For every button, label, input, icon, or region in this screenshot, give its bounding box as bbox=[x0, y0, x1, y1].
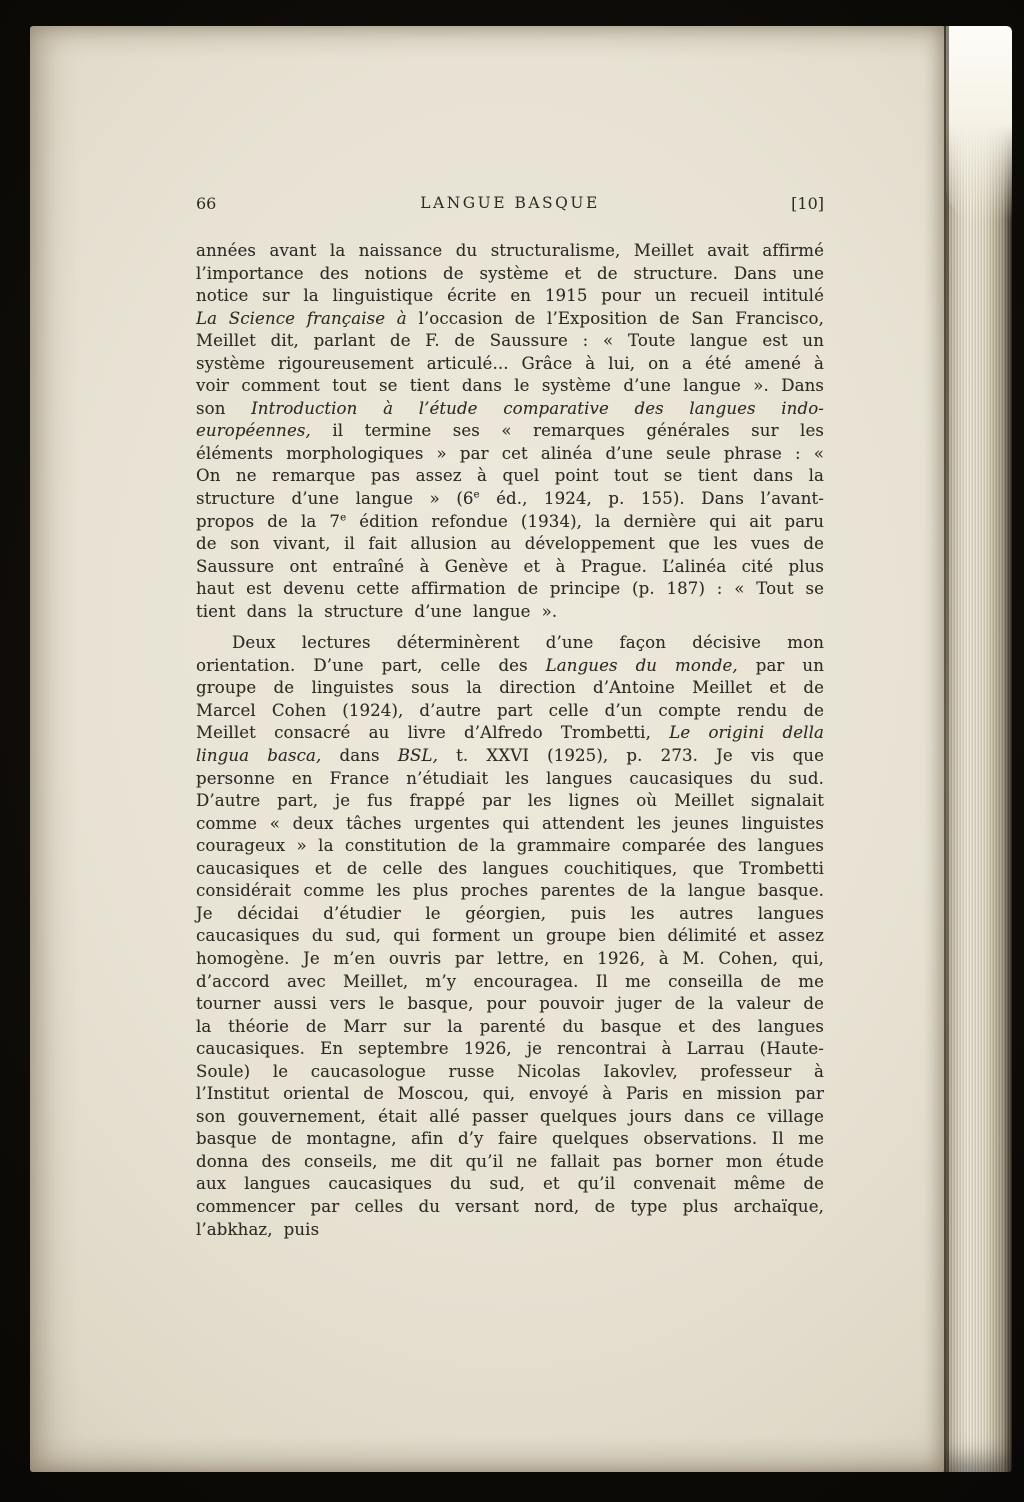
gutter-shadow bbox=[944, 26, 949, 1472]
italic-run: Le origini della lingua basca, bbox=[196, 723, 824, 766]
folio-reference: [10] bbox=[791, 194, 824, 213]
text-run: dans bbox=[321, 746, 398, 766]
text-run: Deux lectures déterminèrent d’une façon décisive mon orientation. D’une part, celle des bbox=[196, 633, 824, 675]
page-number: 66 bbox=[196, 194, 217, 213]
italic-run: BSL, bbox=[397, 746, 439, 766]
running-title: LANGUE BASQUE bbox=[420, 194, 600, 212]
text-run: édition refondue (1934), la dernière qui ait paru de son vivant, il fait allusion au développement que les vues de Saussure ont entraîné à Genève et à Prague. L’alinéa cité plus haut est devenu cette affirmation de principe (p. 187) : « Tout se tient dans la structure d’une langue ». bbox=[196, 511, 825, 621]
text-run: par un groupe de linguistes sous la direction d’Antoine Meillet et de Marcel Cohen (1924), d’autre part celle d’un compte rendu de Meillet consacré au livre d’Alfredo Trombetti, bbox=[196, 655, 824, 743]
book-page-edges bbox=[940, 26, 1012, 1472]
page-paragraphs bbox=[196, 240, 824, 1241]
book-page bbox=[30, 26, 944, 1472]
italic-run: Introduction à l’étude comparative des langues indo-européennes, bbox=[196, 398, 824, 441]
paragraph bbox=[196, 632, 824, 1241]
text-run: éd., 1924, p. 155). Dans l’avant-propos de la 7 bbox=[196, 489, 824, 531]
italic-run: Langues du monde, bbox=[545, 655, 738, 675]
italic-run: La Science française à bbox=[196, 308, 407, 328]
paragraph bbox=[196, 240, 824, 623]
text-run: années avant la naissance du structuralisme, Meillet avait affirmé l’importance des notions de système et de structure. Dans une notice sur la linguistique écrite en 1915 pour un recueil intitulé bbox=[196, 241, 824, 306]
text-run: t. XXVI (1925), p. 273. Je vis que personne en France n’étudiait les langues caucasiques du sud. D’autre part, je fus frappé par les lignes où Meillet signalait comme « deux tâches urgentes qui attendent les jeunes linguistes courageux » la constitution de la grammaire comparée des langues caucasiques et de celle des langues couchitiques, que Trombetti considérait comme les plus proches parentes de la langue basque. Je décidai d’étudier le géorgien, puis les autres langues caucasiques du sud, qui forment un groupe bien délimité et assez homogène. Je m’en ouvris par lettre, en 1926, à M. Cohen, qui, d’accord avec Meillet, m’y encouragea. Il me conseilla de me tourner aussi vers le basque, pour pouvoir juger de la valeur de la théorie de Marr sur la parenté du basque et des langues caucasiques. En septembre 1926, je rencontrai à Larrau (Haute-Soule) le caucasologue russe Nicolas Iakovlev, professeur à l’Institut oriental de Moscou, qui, envoyé à Paris en mission par son gouvernement, était allé passer quelques jours dans ce village basque de montagne, afin d’y faire quelques observations. Il me donna des conseils, me dit qu’il ne fallait pas borner mon étude aux langues caucasiques du sud, et qu’il convenait même de commencer par celles du versant nord, de type plus archaïque, l’abkhaz, puis bbox=[196, 746, 825, 1239]
superscript-run: e bbox=[473, 488, 480, 501]
page-text-block bbox=[196, 194, 824, 1241]
text-run: il termine ses « remarques générales sur les éléments morphologiques » par cet alinéa d’une seule phrase : « On ne remarque pas assez à quel point tout se tient dans la structure d’une langue » (6 bbox=[196, 421, 824, 509]
text-run: l’occasion de l’Exposition de San Francisco, Meillet dit, parlant de F. de Saussure : « Toute langue est un système rigoureusement articulé... Grâce à lui, on a été amené à voir comment tout se tient dans le système d’une langue ». Dans son bbox=[196, 308, 824, 418]
superscript-run: e bbox=[340, 511, 347, 524]
page-corner-highlight bbox=[946, 26, 1012, 221]
page-header bbox=[196, 194, 824, 216]
